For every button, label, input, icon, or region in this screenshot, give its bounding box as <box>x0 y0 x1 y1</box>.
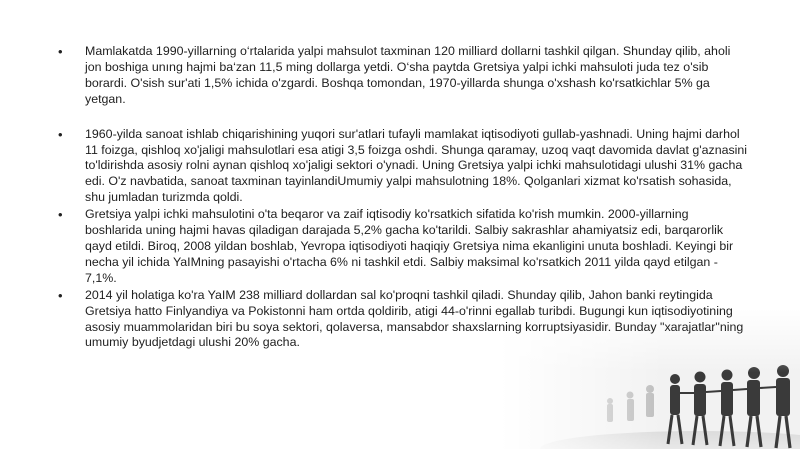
bullet-marker: • <box>58 287 63 303</box>
bullet-text: 1960-yilda sanoat ishlab chiqarishining yuqori sur'atlari tufayli mamlakat iqtisodiyoti gullab-yashnadi. Uning hajmi darhol 11 foizga, qishloq xo'jaligi mahsulotlari esa atigi 3,5 foizga oshdi. Shunga qaramay, uzoq vaqt davomida davlat g'aznasini to'ldirishda asosiy rolni aynan qishloq xo'jaligi sektori o'ynadi. Uning Gretsiya yalpi ichki mahsulotidagi ulushi 31% gacha edi. O'z navbatida, sanoat taxminan tayinlandiUmumiy yalpi mahsulotning 18%. Qolganlari xizmat ko'rsatish sohasida, shu jumladan turizmda qoldi. <box>85 126 748 205</box>
bullet-marker: • <box>58 207 63 223</box>
bullet-list <box>58 44 748 351</box>
bullet-marker: • <box>58 126 63 142</box>
bullet-text: Mamlakatda 1990-yillarning o‘rtalarida yalpi mahsulot taxminan 120 milliard dollarni tashkil qilgan. Shunday qilib, aholi jon boshiga unıng hajmi ba‘zan 11,5 ming dollarga yetdi. O‘sha paytda Gretsiya yalpi ichki mahsuloti juda tez o'sib borardi. O'sish sur'ati 1,5% ichida o'zgardi. Boshqa tomondan, 1970-yillarda shunga o'xshash ko'rsatkichlar 5% ga yetgan. <box>85 44 731 106</box>
bullet-item <box>58 44 748 108</box>
bullet-marker: • <box>58 44 63 59</box>
bullet-item <box>58 288 748 352</box>
bullet-text: 2014 yil holatiga ko'ra YaIM 238 milliard dollardan sal ko'proqni tashkil qiladi. Shunday qilib, Jahon banki reytingida Gretsiya hatto Finlyandiya va Pokistonni ham ortda qoldirib, atigi 44-o'rinni egallab turibdi. Bugungi kun iqtisodiyotining asosiy muammolaridan biri bu soya sektori, qolaversa, mansabdor shaxslarning korruptsiyasidir. Bunday "xarajatlar"ning umumiy byudjetdagi ulushi 20% gacha. <box>85 287 744 350</box>
bullet-item <box>58 207 748 287</box>
bullet-text: Gretsiya yalpi ichki mahsulotini o'ta beqaror va zaif iqtisodiy ko'rsatkich sifatida ko'rish mumkin. 2000-yillarning boshlarida uning hajmi havas qiladigan darajada 5,2% gacha ko'tarildi. Salbiy sakrashlar ahamiyatsiz edi, barqarorlik qayd etildi. Biroq, 2008 yildan boshlab, Yevropa iqtisodiyoti haqiqiy Gretsiya nima ekanligini unuta boshladi. Keyingi bir necha yil ichida YaIMning pasayishi o'rtacha 6% ni tashkil etdi. Salbiy maksimal ko'rsatkich 2011 yilda qayd etilgan - 7,1%. <box>85 207 734 285</box>
bullet-item <box>58 127 748 207</box>
